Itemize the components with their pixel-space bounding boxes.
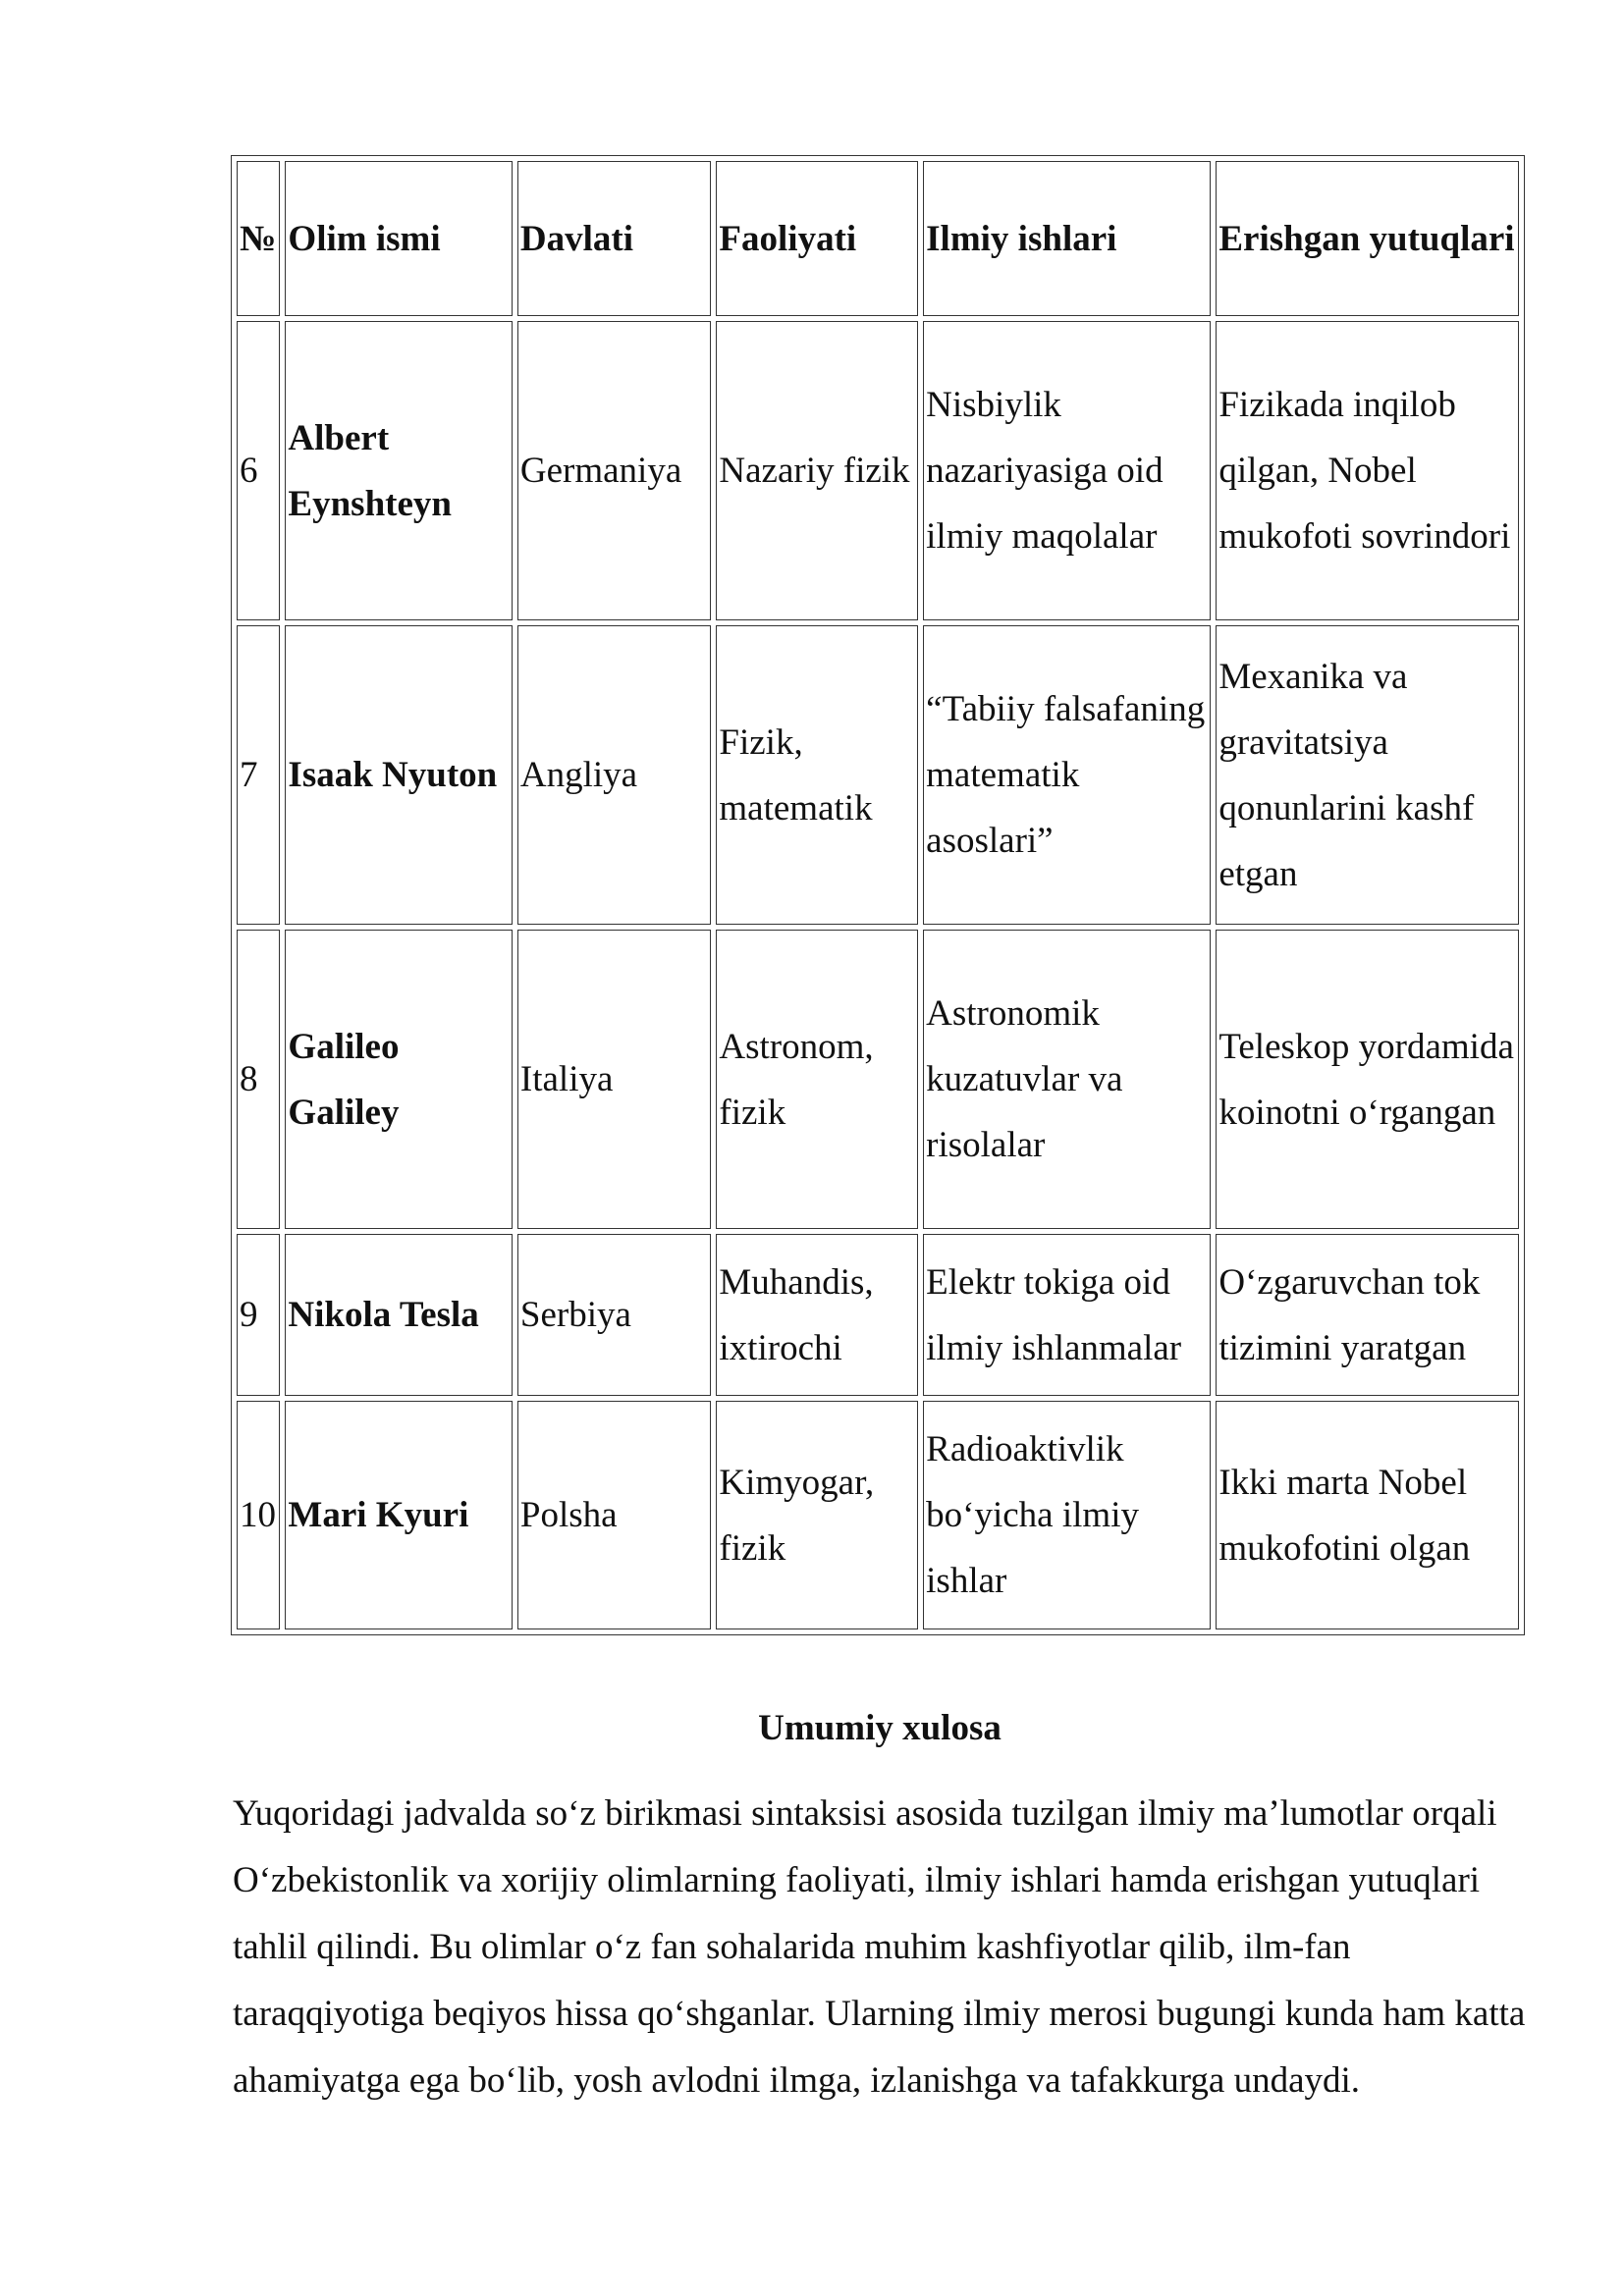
achievements: Mexanika va gravitatsiya qonunlarini kashf etgan	[1216, 625, 1519, 925]
country: Polsha	[517, 1401, 712, 1629]
header-scientist-name: Olim ismi	[285, 161, 512, 316]
table-row	[237, 1234, 1519, 1396]
header-activity: Faoliyati	[716, 161, 918, 316]
table-row	[237, 321, 1519, 620]
achievements: Ikki marta Nobel mukofotini olgan	[1216, 1401, 1519, 1629]
row-number: 9	[237, 1234, 280, 1396]
activity: Muhandis, ixtirochi	[716, 1234, 918, 1396]
scientific-works: Radioaktivlik bo‘yicha ilmiy ishlar	[923, 1401, 1211, 1629]
scientific-works: Astronomik kuzatuvlar va risolalar	[923, 930, 1211, 1229]
scientific-works: Elektr tokiga oid ilmiy ishlanmalar	[923, 1234, 1211, 1396]
scientist-name: Nikola Tesla	[285, 1234, 512, 1396]
row-number: 10	[237, 1401, 280, 1629]
achievements: O‘zgaruvchan tok tizimini yaratgan	[1216, 1234, 1519, 1396]
header-achievements: Erishgan yutuqlari	[1216, 161, 1519, 316]
country: Serbiya	[517, 1234, 712, 1396]
conclusion-title: Umumiy xulosa	[758, 1708, 1001, 1748]
table-header-row	[237, 161, 1519, 316]
achievements: Fizikada inqilob qilgan, Nobel mukofoti sovrindori	[1216, 321, 1519, 620]
row-number: 8	[237, 930, 280, 1229]
header-scientific-works: Ilmiy ishlari	[923, 161, 1211, 316]
country: Germaniya	[517, 321, 712, 620]
header-number: №	[237, 161, 280, 316]
activity: Kimyogar, fizik	[716, 1401, 918, 1629]
row-number: 6	[237, 321, 280, 620]
scientist-name: Albert Eynshteyn	[285, 321, 512, 620]
country: Angliya	[517, 625, 712, 925]
header-country: Davlati	[517, 161, 712, 316]
scientific-works: Nisbiylik nazariyasiga oid ilmiy maqolalar	[923, 321, 1211, 620]
conclusion-paragraph: Yuqoridagi jadvalda so‘z birikmasi sintaksisi asosida tuzilgan ilmiy ma’lumotlar orqali O‘zbekistonlik va xorijiy olimlarning faoliyati, ilmiy ishlari hamda erishgan yutuqlari tahlil qilindi. Bu olimlar o‘z fan sohalarida muhim kashfiyotlar qilib, ilm-fan taraqqiyotiga beqiyos hissa qo‘shganlar. Ularning ilmiy merosi bugungi kunda ham katta ahamiyatga ega bo‘lib, yosh avlodni ilmga, izlanishga va tafakkurga undaydi.	[233, 1793, 1526, 2101]
scientist-name: Galileo Galiley	[285, 930, 512, 1229]
table-row	[237, 1401, 1519, 1629]
scientific-works: “Tabiiy falsafaning matematik asoslari”	[923, 625, 1211, 925]
table-row	[237, 930, 1519, 1229]
activity: Nazariy fizik	[716, 321, 918, 620]
activity: Astronom, fizik	[716, 930, 918, 1229]
scientists-table	[231, 155, 1525, 1635]
country: Italiya	[517, 930, 712, 1229]
scientist-name: Isaak Nyuton	[285, 625, 512, 925]
scientist-name: Mari Kyuri	[285, 1401, 512, 1629]
row-number: 7	[237, 625, 280, 925]
achievements: Teleskop yordamida koinotni o‘rgangan	[1216, 930, 1519, 1229]
table-row	[237, 625, 1519, 925]
activity: Fizik, matematik	[716, 625, 918, 925]
document-page	[233, 155, 1527, 2114]
